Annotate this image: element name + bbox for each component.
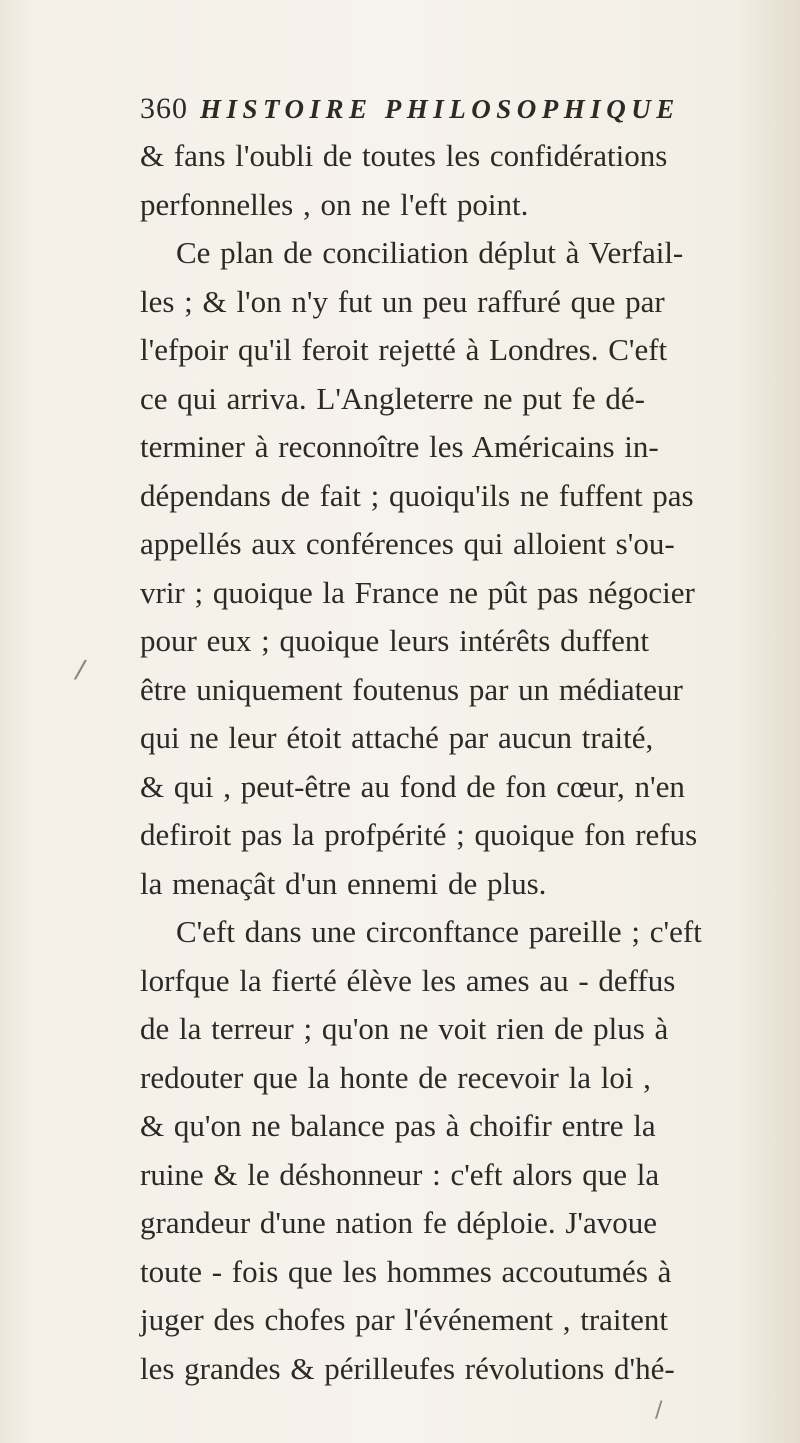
text-line: ce qui arriva. L'Angleterre ne put fe dé- [140, 380, 646, 416]
page-header [140, 92, 760, 132]
text-line: dépendans de fait ; quoiqu'ils ne fuffent pas [140, 477, 694, 513]
text-line: grandeur d'une nation fe déploie. J'avoue [140, 1205, 657, 1240]
text-line: lorfque la fierté élève les ames au - deffus [140, 962, 676, 998]
text-line: Ce plan de conciliation déplut à Verfail- [176, 235, 684, 270]
text-line: pour eux ; quoique leurs intérêts duffent [140, 623, 650, 658]
text-line: les ; & l'on n'y fut un peu raffuré que par [140, 283, 665, 319]
text-line: perfonnelles , on ne l'eft point. [140, 186, 529, 222]
text-line: C'eft dans une circonftance pareille ; c'eft [176, 914, 702, 949]
text-line: appellés aux conférences qui alloient s'ou- [140, 526, 675, 561]
text-line: & qu'on ne balance pas à choifir entre la [140, 1108, 656, 1143]
text-line: de la terreur ; qu'on ne voit rien de plus à [140, 1011, 669, 1046]
text-line: la menaçât d'un ennemi de plus. [140, 865, 547, 901]
running-head: HISTOIRE PHILOSOPHIQUE [200, 94, 680, 124]
text-line: defiroit pas la profpérité ; quoique fon refus [140, 817, 698, 852]
text-line: juger des chofes par l'événement , traitent [140, 1302, 669, 1337]
text-line: & qui , peut-être au fond de fon cœur, n'en [140, 768, 685, 804]
text-line: les grandes & périlleufes révolutions d'hé- [140, 1350, 675, 1386]
text-line: toute - fois que les hommes accoutumés à [140, 1253, 672, 1289]
body-text [140, 132, 770, 1393]
text-line: l'efpoir qu'il feroit rejetté à Londres. C'eft [140, 332, 668, 367]
text-line: & fans l'oubli de toutes les confidérations [140, 138, 668, 173]
text-line: redouter que la honte de recevoir la loi , [140, 1059, 651, 1095]
text-line: être uniquement foutenus par un médiateur [140, 671, 683, 707]
text-line: ruine & le déshonneur : c'eft alors que la [140, 1156, 660, 1192]
text-line: qui ne leur étoit attaché par aucun traité, [140, 720, 654, 755]
stray-pencil-mark: / [72, 654, 88, 686]
page-number: 360 [140, 92, 188, 125]
text-line: vrir ; quoique la France ne pût pas négocier [140, 574, 695, 610]
stray-pencil-mark: / [655, 1398, 663, 1423]
text-line: terminer à reconnoître les Américains in- [140, 429, 659, 464]
